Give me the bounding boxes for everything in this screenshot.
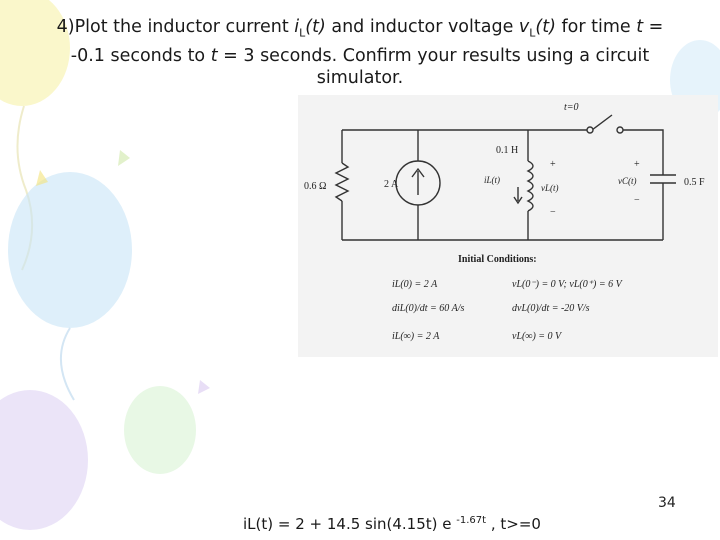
switch-contact-left [587,127,593,133]
condition-right-3: vL(∞) = 0 V [512,331,562,342]
confetti [118,150,130,166]
resistor-value: 0.6 Ω [304,181,327,192]
source-value: 2 A [384,179,399,190]
vL-label: vL(t) [541,183,559,193]
confetti [198,380,210,394]
capacitor-value: 0.5 F [684,177,705,188]
condition-right-1: vL(0⁻) = 0 V; vL(0⁺) = 6 V [512,279,622,290]
vL-minus: − [550,207,556,218]
vC-label: vC(t) [618,176,637,186]
balloon-blue-left [8,172,132,328]
condition-left-2: diL(0)/dt = 60 A/s [392,303,465,314]
circuit-figure [298,95,718,357]
iL-label: iL(t) [484,175,501,185]
balloon-string [61,328,74,400]
vL-plus: + [550,159,556,170]
balloon-green-small [124,386,196,474]
title-line-1: 4)Plot the inductor current $i_L(t)$ and inductor voltage $v_L(t)$ for time t = [56,17,664,40]
inductor-value: 0.1 H [496,145,519,156]
slide-title [0,16,720,89]
title-line-2: -0.1 seconds to t = 3 seconds. Confirm your results using a circuit [70,45,650,66]
switch-label: t=0 [564,102,579,113]
condition-left-1: iL(0) = 2 A [392,279,438,290]
vC-minus: − [634,195,640,206]
initial-conditions-title: Initial Conditions: [458,254,537,265]
condition-left-3: iL(∞) = 2 A [392,331,440,342]
title-line-3: simulator. [316,67,404,88]
condition-right-2: dvL(0)/dt = -20 V/s [512,303,590,314]
switch-contact-right [617,127,623,133]
solution-formula: iL(t) = 2 + 14.5 sin(4.15t) e $^{-1.67t}$ , t>=0 [243,515,541,533]
balloon-purple-bottom [0,390,88,530]
figure-background [298,95,718,357]
vC-plus: + [634,159,640,170]
page-number: 34 [658,495,676,511]
